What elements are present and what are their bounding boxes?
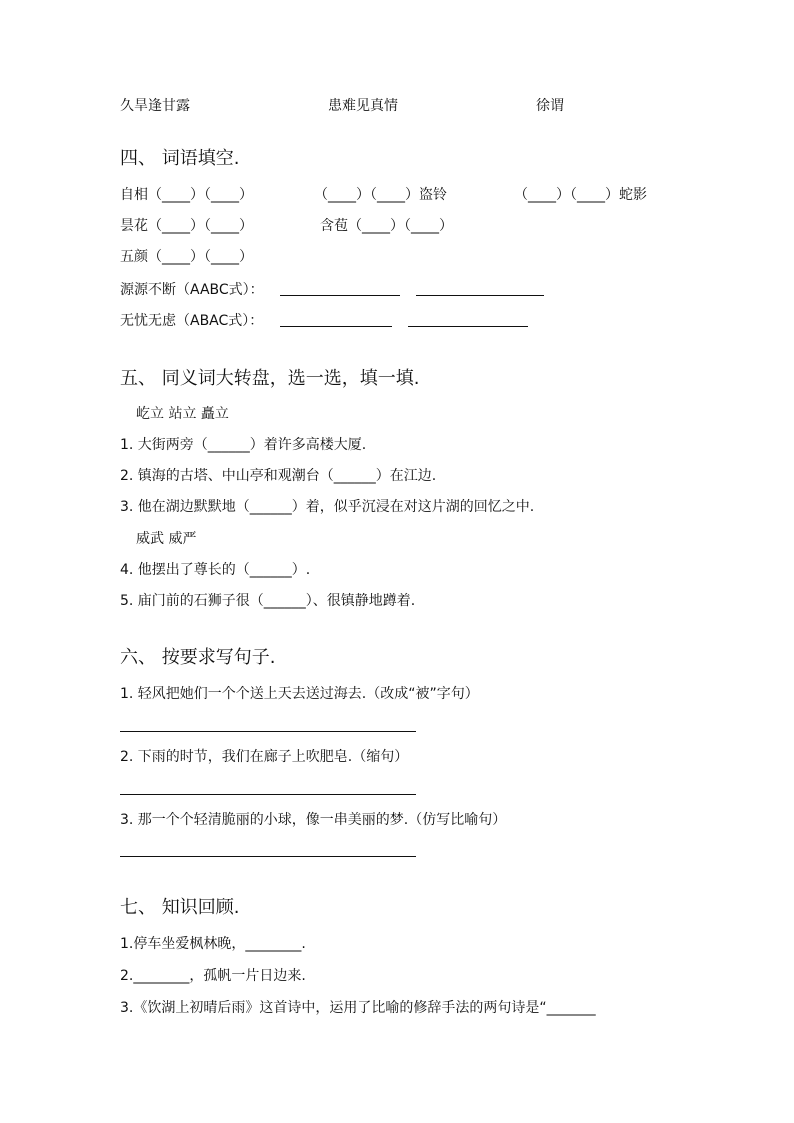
name-word: 徐谓 <box>536 98 564 114</box>
question-item: 3.《饮湖上初晴后雨》这首诗中，运用了比喻的修辞手法的两句诗是“_______ <box>120 1000 596 1016</box>
answer-line <box>416 295 544 296</box>
question-item: 2. 下雨的时节，我们在廊子上吹肥皂.（缩句） <box>120 749 409 765</box>
fill-item: 自相（____）（____） <box>120 187 253 203</box>
fill-item: 五颜（____）（____） <box>120 249 253 265</box>
question-item: 1. 大街两旁（______）着许多高楼大厦. <box>120 437 367 453</box>
answer-line <box>120 731 416 732</box>
question-item: 1.停车坐爱枫林晚，________. <box>120 936 306 952</box>
answer-line <box>280 326 392 327</box>
question-item: 4. 他摆出了尊长的（______）. <box>120 562 311 578</box>
answer-line <box>120 856 416 857</box>
section-6-title: 六、 按要求写句子. <box>120 647 276 668</box>
question-item: 1. 轻风把她们一个个送上天去送过海去.（改成“被”字句） <box>120 686 479 702</box>
idiom-1: 久旱逢甘露 <box>120 98 190 114</box>
idiom-2: 患难见真情 <box>328 98 398 114</box>
fill-item: 含苞（____）（____） <box>320 218 453 234</box>
answer-line <box>120 794 416 795</box>
word-choices-1: 屹立 站立 矗立 <box>136 406 229 422</box>
fill-item: （____）（____）盗铃 <box>314 187 447 203</box>
section-7-title: 七、 知识回顾. <box>120 897 240 918</box>
question-item: 5. 庙门前的石狮子很（______）、很镇静地蹲着. <box>120 593 416 609</box>
question-item: 2. 镇海的古塔、中山亭和观潮台（______）在江边. <box>120 468 437 484</box>
answer-line <box>280 295 400 296</box>
answer-line <box>408 326 528 327</box>
section-5-title: 五、 同义词大转盘，选一选，填一填. <box>120 368 420 389</box>
fill-item: （____）（____）蛇影 <box>514 187 647 203</box>
section-4-title: 四、 词语填空. <box>120 148 240 169</box>
question-item: 2.________，孤帆一片日边来. <box>120 968 306 984</box>
fill-item: 昙花（____）（____） <box>120 218 253 234</box>
question-item: 3. 那一个个轻清脆丽的小球，像一串美丽的梦.（仿写比喻句） <box>120 812 507 828</box>
question-item: 3. 他在湖边默默地（______）着，似乎沉浸在对这片湖的回忆之中. <box>120 499 535 515</box>
fill-label-aabc: 源源不断（AABC式）： <box>120 282 264 298</box>
fill-label-abac: 无忧无虑（ABAC式）： <box>120 313 264 329</box>
word-choices-2: 威武 威严 <box>136 531 197 547</box>
